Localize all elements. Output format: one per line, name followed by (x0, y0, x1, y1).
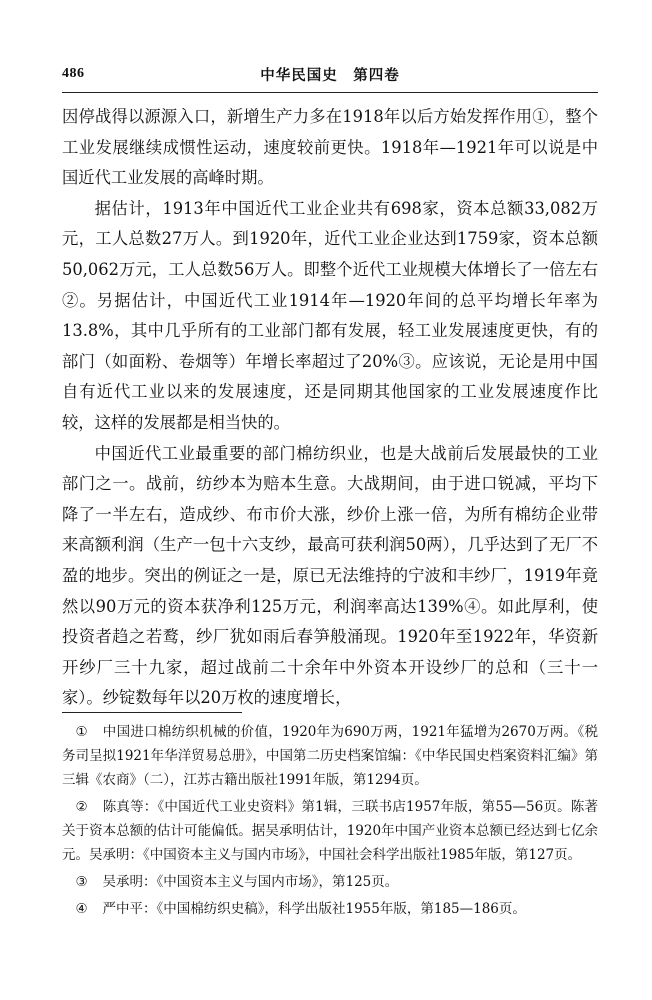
paragraph: 据估计，1913年中国近代工业企业共有698家，资本总额33,082万元，工人总数27万人。到1920年，近代工业企业达到1759家，资本总额50,062万元，工人总数56万人。即整个近代工业规模大体增长了一倍左右②。另据估计，中国近代工业1914年—1920年间的总平均增长年率为13.8%，其中几乎所有的工业部门都有发展，轻工业发展速度更快，有的部门（如面粉、卷烟等）年增长率超过了20%③。应该说，无论是用中国自有近代工业以来的发展速度，还是同期其他国家的工业发展速度作比较，这样的发展都是相当快的。 (62, 198, 598, 432)
page-header (62, 64, 598, 88)
footnote-text: 严中平：《中国棉纺织史稿》，科学出版社1955年版，第185—186页。 (102, 901, 526, 917)
paragraph: 中国近代工业最重要的部门棉纺织业，也是大战前后发展最快的工业部门之一。战前，纺纱本为赔本生意。大战期间，由于进口锐减，平均下降了一半左右，造成纱、布市价大涨，纱价上涨一倍，为所有棉纺企业带来高额利润（生产一包十六支纱，最高可获利润50两），几乎达到了无厂不盈的地步。突出的例证之一是，原已无法维持的宁波和丰纱厂，1919年竟然以90万元的资本获净利125万元，利润率高达139%④。如此厚利，使投资者趋之若鹜，纱厂犹如雨后春笋般涌现。1920年至1922年，华资新开纱厂三十九家，超过战前二十余年中外资本开设纱厂的总和（三十一家）。纱锭数每年以20万枚的速度增长， (62, 443, 598, 708)
footnote-text: 中国进口棉纺织机械的价值，1920年为690万两，1921年猛增为2670万两。《税务司呈拟1921年华洋贸易总册》，中国第二历史档案馆编：《中华民国史档案资料汇编》第三辑《农商》（二），江苏古籍出版社1991年版，第1294页。 (62, 724, 598, 788)
paragraph-continued: 因停战得以源源入口，新增生产力多在1918年以后方始发挥作用①，整个工业发展继续成惯性运动，速度较前更快。1918年—1921年可以说是中国近代工业发展的高峰时期。 (62, 107, 598, 188)
footnote-text: 吴承明：《中国资本主义与国内市场》，第125页。 (102, 874, 399, 890)
running-title: 中华民国史 第四卷 (260, 67, 400, 84)
footnote (62, 870, 598, 894)
body-text (62, 102, 598, 714)
footnote (62, 720, 598, 792)
footnotes (62, 720, 598, 924)
footnote-mark: ③ (75, 874, 88, 890)
page-number: 486 (62, 66, 85, 81)
footnote (62, 795, 598, 867)
footnote (62, 897, 598, 921)
footnote-mark: ④ (75, 901, 88, 917)
footnote-divider (62, 712, 242, 713)
footnote-mark: ② (75, 799, 88, 815)
footnote-text: 陈真等：《中国近代工业史资料》第1辑，三联书店1957年版，第55—56页。陈著关于资本总额的估计可能偏低。据吴承明估计，1920年中国产业资本总额已经达到七亿余元。吴承明：《中国资本主义与国内市场》，中国社会科学出版社1985年版，第127页。 (62, 799, 598, 863)
footnote-mark: ① (75, 724, 88, 740)
header-divider (62, 92, 598, 93)
